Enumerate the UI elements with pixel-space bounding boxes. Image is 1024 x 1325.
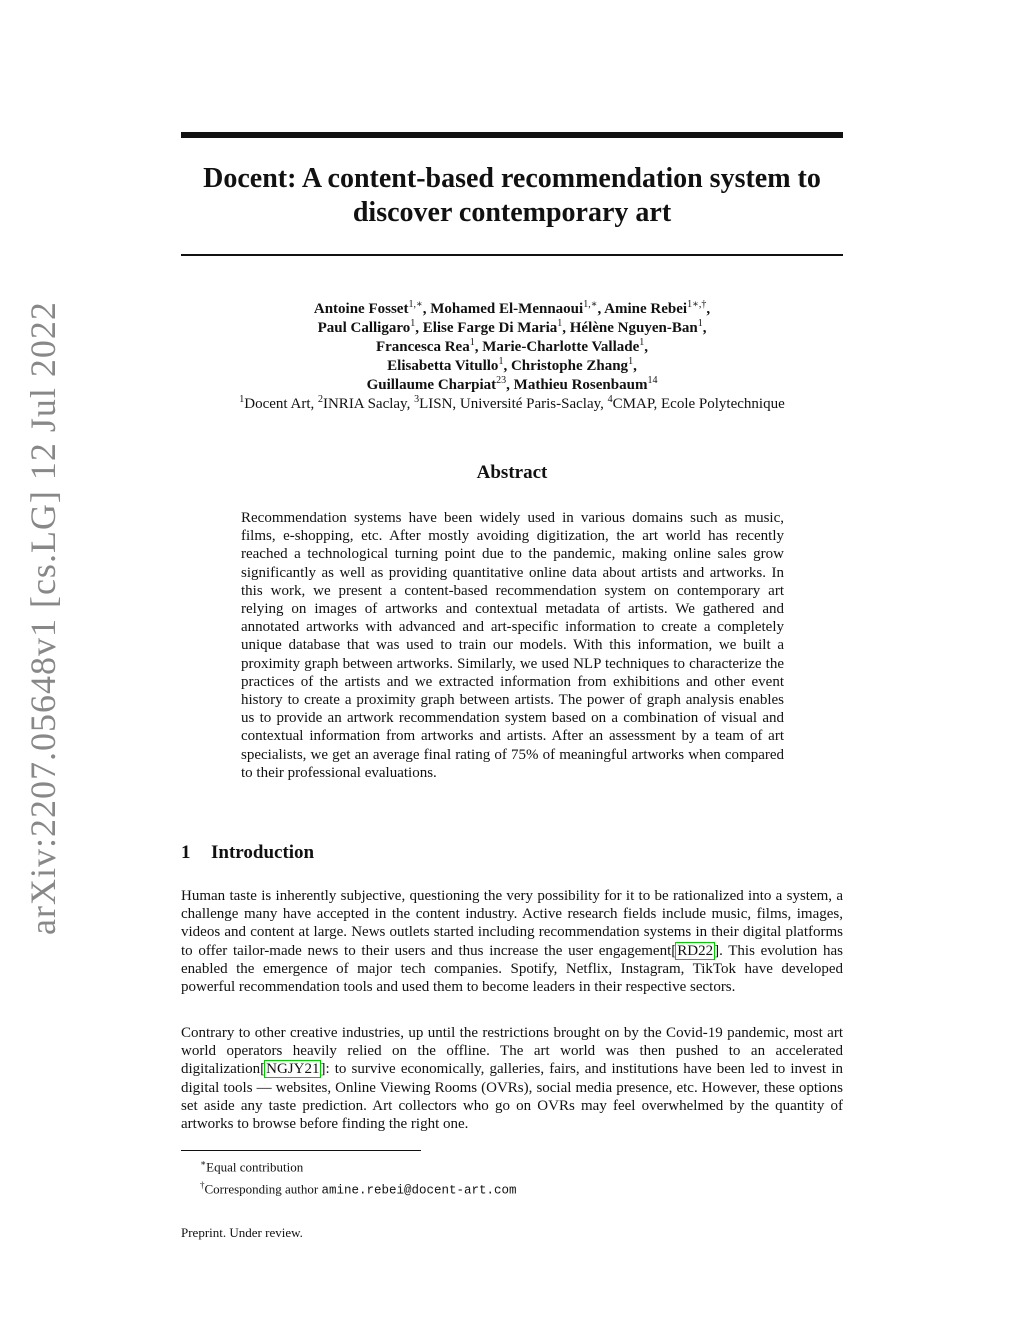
author-line-2: Paul Calligaro$^1$, Elise Farge Di Maria$^1$, Hélène Nguyen-Ban$^1$, — [317, 318, 707, 336]
footnote-equal-contribution — [200, 1154, 517, 1176]
author-affiliation-mark: 1 — [697, 318, 703, 329]
paragraph-text: ]. This evolution has enabled the emergence of major tech companies. Spotify, Netflix, Instagram, TikTok have developed powerful recommendation tools and used them to become leaders in their respective sectors. — [181, 942, 843, 996]
author-name: Francesca Rea — [375, 339, 470, 355]
author-name: Guillaume Charpiat — [366, 377, 497, 393]
affiliations-line — [181, 395, 843, 414]
author-name: Elise Farge Di Maria — [422, 320, 558, 336]
author-affiliation-mark: 1 — [498, 356, 504, 367]
author-line-4: Elisabetta Vitullo$^1$, Christophe Zhang$^1$, — [387, 356, 637, 374]
author-name: Paul Calligaro — [317, 320, 411, 336]
author-name: Mohamed El-Mennaoui — [430, 301, 584, 317]
affiliation-mark: 4 — [607, 394, 613, 405]
author-name: Amine Rebei — [604, 301, 688, 317]
title-bottom-rule — [181, 254, 843, 256]
author-name: Marie-Charlotte Vallade — [482, 339, 640, 355]
paragraph-text: Human taste is inherently subjective, questioning the very possibility for it to be rationalized into a system, a challenge many have accepted in the content industry. Active research fields include music, films, images, videos and content at large. News outlets started including recommendation systems in their digital platforms to offer tailor-made news to their users and thus increase the user engagement[ — [181, 888, 843, 959]
author-affiliation-mark: 14 — [647, 375, 658, 386]
author-line-3: Francesca Rea$^1$, Marie-Charlotte Vallade$^1$, — [375, 337, 649, 355]
title-top-rule — [181, 132, 843, 138]
author-name: Hélène Nguyen-Ban — [569, 320, 698, 336]
paragraph-text: ]: to survive economically, galleries, fairs, and institutions have been led to invest in digital tools — websites, Online Viewing Rooms (OVRs), social media presence, etc. However, these options set aside any taste prediction. Art collectors who go on OVRs may feel overwhelmed by the quantity of artworks to browse before finding the right one. — [181, 1061, 843, 1133]
affiliation-name: INRIA Saclay, — [322, 396, 415, 412]
author-line-5: Guillaume Charpiat$^{23}$, Mathieu Rosenbaum$^{14}$ — [366, 375, 658, 393]
arxiv-identifier[interactable]: arXiv:2207.05648v1 [cs.LG] 12 Jul 2022 — [23, 301, 63, 935]
author-line-1: Antoine Fosset$^{1,∗}$, Mohamed El-Mennaoui$^{1,∗}$, Amine Rebei$^{1∗,\dagger}$, — [313, 299, 711, 317]
author-affiliation-mark: 1 — [628, 356, 634, 367]
author-affiliation-mark: 1 — [639, 337, 645, 348]
abstract-text: Recommendation systems have been widely used in various domains such as music, films, e-shopping, etc. After mostly avoiding digitization, the art world has recently reached a technological turning point due to the pandemic, making online sales grow significantly as well as providing quantitative online data about artists and artworks. In this work, we present a content-based recommendation system on contemporary art relying on images of artworks and contextual metadata of artists. We gathered and annotated artworks with advanced and art-specific information to create a completely unique database that was used to train our models. With this information, we built a proximity graph between artworks. Similarly, we used NLP techniques to characterize the practices of the artists and we extracted information from exhibitions and other event history to create a proximity graph between artists. The power of graph analysis enables us to provide an artwork recommendation system based on a combination of visual and contextual information from artworks and artists. After an assessment by a team of art specialists, we get an average final rating of 75% of meaningful artworks when compared to their professional evaluations. — [241, 510, 784, 781]
author-affiliation-mark: 23 — [496, 375, 507, 386]
citation-link-ngjy21[interactable]: NGJY21 — [266, 1061, 320, 1078]
affiliation-mark: 2 — [317, 394, 323, 405]
author-affiliation-mark: 1,∗ — [408, 299, 423, 310]
author-block — [181, 300, 843, 414]
paper-title — [181, 162, 843, 230]
section-heading-introduction — [181, 842, 314, 864]
affiliation-mark: 3 — [414, 394, 420, 405]
intro-paragraph-2 — [181, 1024, 843, 1133]
footnote-mark: † — [200, 1180, 205, 1191]
citation-link-rd22[interactable]: RD22 — [677, 942, 714, 959]
footnote-corresponding-author — [200, 1176, 517, 1199]
author-name: Antoine Fosset — [313, 301, 409, 317]
author-affiliation-mark: 1 — [557, 318, 563, 329]
author-email[interactable]: amine.rebei@docent-art.com — [321, 1183, 517, 1198]
author-affiliation-mark: 1 — [469, 337, 475, 348]
preprint-note: Preprint. Under review. — [181, 1225, 303, 1240]
affiliation-name: CMAP, Ecole Polytechnique — [612, 396, 785, 412]
footnote-mark: ∗ — [200, 1158, 207, 1168]
intro-paragraph-1 — [181, 887, 843, 996]
author-name: Elisabetta Vitullo — [387, 358, 499, 374]
footnote-text: Equal contribution — [206, 1159, 304, 1175]
affiliation-mark: 1 — [239, 394, 245, 405]
footnote-rule — [181, 1150, 421, 1151]
title-line-1: Docent: A content-based recommendation system to — [203, 163, 821, 194]
affiliation-name: LISN, Université Paris-Saclay, — [419, 396, 608, 412]
title-line-2: discover contemporary art — [352, 197, 672, 228]
footnote-text: Corresponding author — [204, 1181, 322, 1197]
abstract-heading: Abstract — [476, 462, 548, 483]
section-number: 1 — [181, 842, 191, 863]
author-affiliation-mark: 1∗,† — [687, 299, 707, 310]
author-affiliation-mark: 1 — [410, 318, 416, 329]
author-name: Christophe Zhang — [510, 358, 629, 374]
author-affiliation-mark: 1,∗ — [583, 299, 598, 310]
affiliation-name: Docent Art, — [244, 396, 318, 412]
footnotes — [200, 1154, 517, 1200]
section-title: Introduction — [211, 842, 315, 863]
paragraph-text: Contrary to other creative industries, up until the restrictions brought on by the Covid-19 pandemic, most art world operators heavily relied on the offline. The art world was then pushed to an accelerated digitalization[ — [181, 1025, 843, 1078]
author-name: Mathieu Rosenbaum — [513, 377, 648, 393]
